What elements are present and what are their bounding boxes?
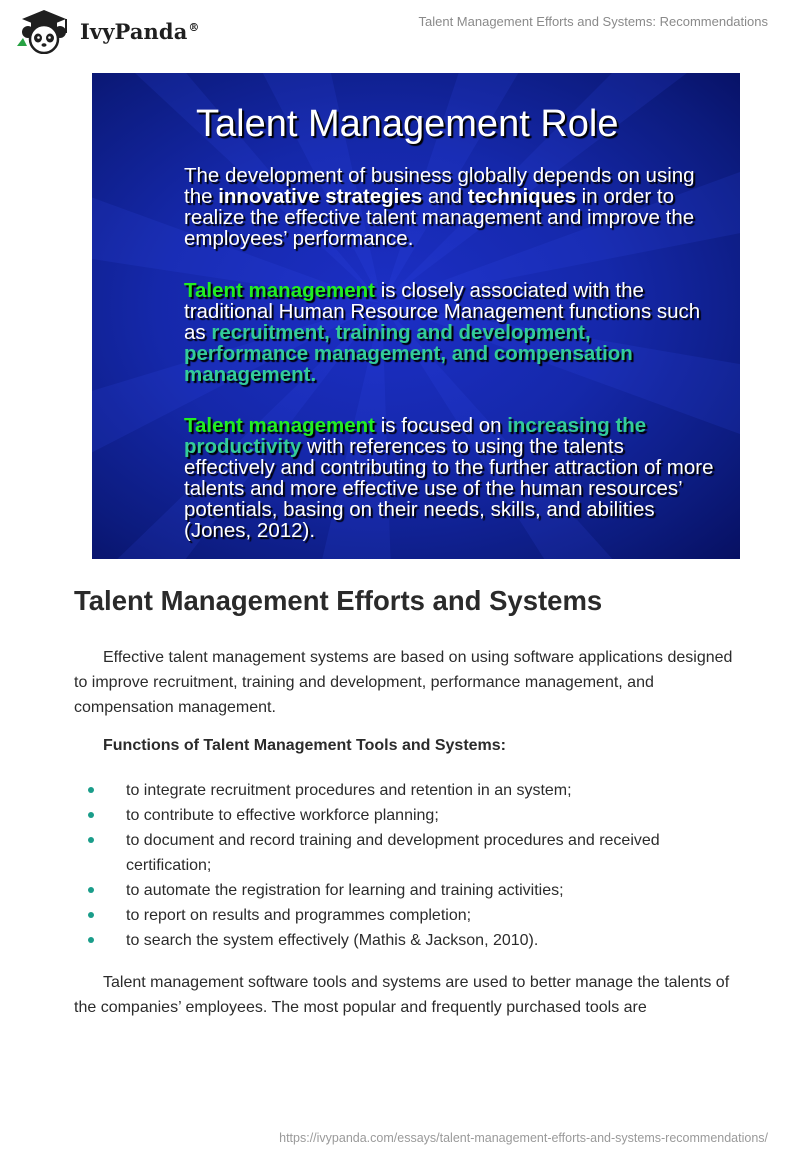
logo-text — [80, 19, 200, 44]
list-item — [74, 903, 734, 928]
bullet-dot-icon — [88, 837, 94, 843]
slide-teal-term: recruitment, training and development, performance management, and compensation management. — [184, 321, 633, 386]
logo-name: IvyPanda — [80, 18, 188, 44]
list-item-text: to document and record training and development procedures and received certification; — [126, 832, 660, 874]
bullet-dot-icon — [88, 937, 94, 943]
list-item-text: to search the system effectively (Mathis & Jackson, 2010). — [126, 932, 539, 949]
list-item — [74, 928, 734, 953]
bullet-dot-icon — [88, 887, 94, 893]
slide-teal-term: increasing the productivity — [184, 414, 647, 458]
functions-list — [74, 778, 734, 953]
closing-paragraph: Talent management software tools and systems are used to better manage the talents of the companies’ employees. The most popular and frequently purchased tools are — [74, 974, 730, 1016]
functions-heading: Functions of Talent Management Tools and Systems: — [103, 737, 507, 754]
bullet-dot-icon — [88, 787, 94, 793]
bullet-dot-icon — [88, 912, 94, 918]
slide-text: The development of business globally depends on using the — [184, 164, 695, 208]
document-title: Talent Management Efforts and Systems: Recommendations — [418, 14, 768, 29]
slide-image — [92, 73, 740, 559]
list-item — [74, 878, 734, 903]
list-item-text: to integrate recruitment procedures and retention in an system; — [126, 782, 572, 799]
registered-mark: ® — [188, 20, 200, 34]
section-heading: Talent Management Efforts and Systems — [74, 585, 603, 616]
panda-graduate-logo-icon — [14, 8, 76, 54]
slide-paragraph-strategies — [184, 165, 714, 249]
list-item — [74, 828, 734, 878]
list-item-text: to contribute to effective workforce planning; — [126, 807, 439, 824]
list-item — [74, 803, 734, 828]
slide-bold-term: techniques — [467, 185, 576, 208]
page-header — [0, 0, 800, 60]
slide-text: with references to using the talents effectively and contributing to the further attraction of more talents and more effective use of the human resources’ potentials, basing on their needs, skills, and abilities (Jones, 2012). — [184, 435, 714, 542]
footer-url-link[interactable]: https://ivypanda.com/essays/talent-management-efforts-and-systems-recommendations/ — [279, 1131, 768, 1145]
slide-green-term: Talent management — [184, 414, 375, 437]
list-item — [74, 778, 734, 803]
slide-text: in order to realize the effective talent management and improve the employees’ performance. — [184, 185, 695, 250]
slide-text: and — [422, 185, 468, 208]
slide-paragraph-productivity — [184, 415, 714, 541]
bullet-dot-icon — [88, 812, 94, 818]
slide-text: is closely associated with the traditional Human Resource Management functions such as — [184, 279, 701, 344]
slide-title: Talent Management Role — [196, 103, 619, 145]
intro-paragraph: Effective talent management systems are based on using software applications designed to improve recruitment, training and development, performance management, and compensation management. — [74, 649, 733, 716]
list-item-text: to automate the registration for learning and training activities; — [126, 882, 564, 899]
ivypanda-logo[interactable] — [14, 8, 214, 54]
slide-bold-term: innovative strategies — [218, 185, 423, 208]
slide-text: is focused on — [375, 414, 508, 437]
list-item-text: to report on results and programmes completion; — [126, 907, 472, 924]
slide-green-term: Talent management — [184, 279, 375, 302]
slide-paragraph-hr-functions — [184, 280, 714, 385]
